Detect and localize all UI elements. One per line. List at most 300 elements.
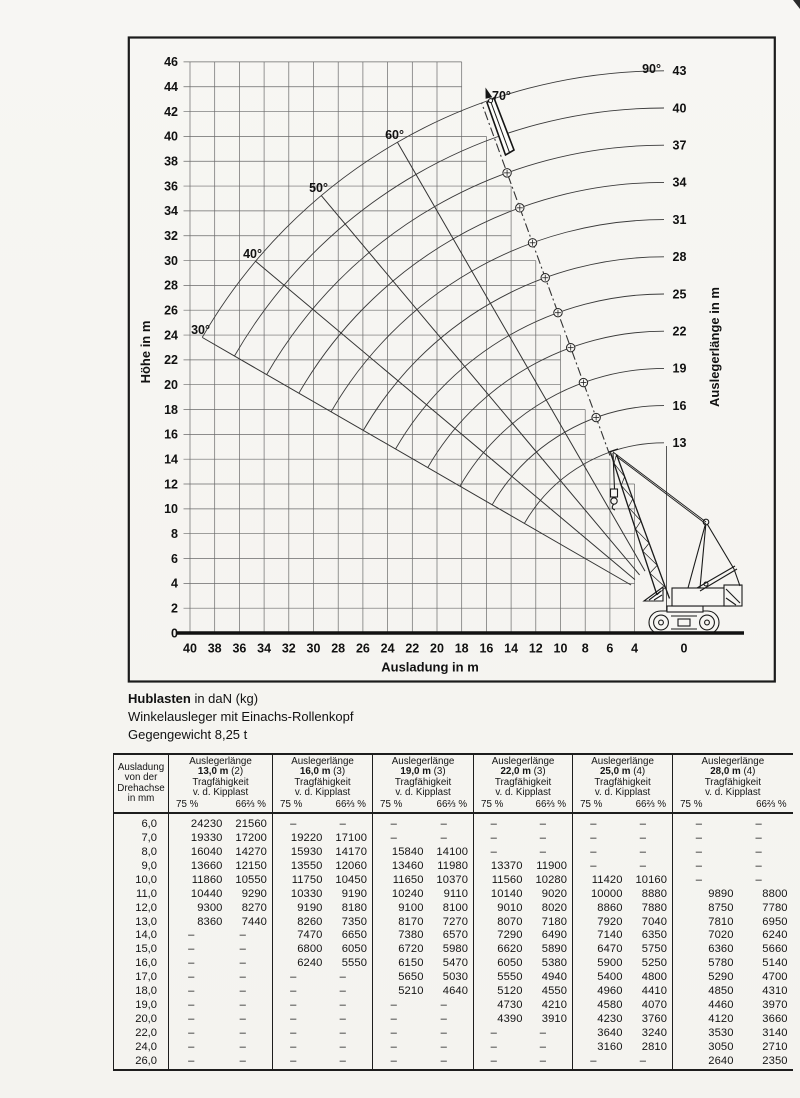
load-value-cell: 7290 (474, 929, 528, 943)
x-axis-tick-label: 10 (553, 641, 568, 656)
no-load-cell: – (169, 929, 228, 943)
load-value-cell: 4940 (541, 971, 568, 984)
y-axis-tick-label: 20 (164, 378, 178, 392)
no-load-cell: – (440, 1054, 447, 1067)
table-row (114, 860, 793, 874)
no-load-cell: – (474, 832, 528, 846)
load-value-cell: 12150 (235, 859, 268, 872)
x-axis-tick-label: 16 (479, 641, 494, 656)
load-value-cell: 6650 (341, 929, 368, 942)
y-axis-tick-label: 6 (171, 551, 178, 566)
y-axis-tick-label: 16 (164, 427, 178, 442)
no-load-cell: – (273, 813, 328, 832)
load-value-cell: 10330 (273, 888, 328, 902)
load-value-cell: 3160 (573, 1041, 628, 1055)
no-load-cell: – (169, 985, 228, 999)
load-value-cell: 4700 (762, 971, 788, 984)
load-value-cell: 10240 (373, 888, 429, 902)
ausladung-cell: 24,0 (135, 1040, 157, 1053)
load-value-cell: 4390 (474, 1013, 528, 1027)
load-value-cell: 7350 (341, 915, 368, 928)
load-value-cell: 5900 (573, 957, 628, 971)
ausladung-cell: 7,0 (141, 832, 157, 845)
load-value-cell: 9020 (541, 887, 568, 900)
load-value-cell: 7810 (673, 916, 739, 930)
y-axis-tick-label: 30 (164, 253, 178, 268)
no-load-cell: – (169, 1055, 228, 1070)
x-axis-title: Ausladung in m (381, 659, 479, 675)
ausladung-cell: 6,0 (141, 818, 157, 831)
no-load-cell: – (673, 832, 739, 846)
diagram-frame (129, 38, 775, 682)
ausladung-cell: 14,0 (135, 929, 157, 942)
boom-axis-tick-label: 13 (672, 436, 687, 451)
no-load-cell: – (440, 1012, 447, 1025)
boom-axis-tick-label: 16 (672, 398, 687, 413)
no-load-cell: – (440, 1040, 447, 1053)
no-load-cell: – (440, 998, 447, 1011)
notes-title-bold: Hublasten (128, 691, 191, 706)
ausladung-cell: 20,0 (135, 1012, 157, 1025)
load-value-cell: 3910 (541, 1012, 568, 1025)
x-axis-tick-label: 38 (207, 641, 222, 656)
x-axis-tick-label: 22 (405, 641, 420, 656)
pendant-ropes (613, 452, 706, 524)
no-load-cell: – (673, 846, 739, 860)
load-value-cell: 11750 (273, 874, 328, 888)
load-value-cell: 15930 (273, 846, 328, 860)
no-load-cell: – (339, 1012, 346, 1025)
superstructure (667, 585, 742, 612)
load-value-cell: 13550 (273, 860, 328, 874)
load-value-cell: 8180 (341, 901, 368, 914)
load-value-cell: 4730 (474, 999, 528, 1013)
x-axis-tick-label: 6 (606, 641, 614, 656)
angle-label: 50° (309, 181, 328, 195)
load-value-cell: 8880 (641, 887, 668, 900)
load-value-cell: 14170 (335, 846, 368, 858)
load-value-cell: 11900 (536, 859, 568, 872)
load-value-cell: 8800 (762, 887, 788, 900)
load-value-cell: 13460 (373, 860, 429, 874)
no-load-cell: – (755, 846, 762, 858)
load-value-cell: 11560 (474, 874, 528, 888)
load-value-cell: 10280 (535, 873, 568, 886)
no-load-cell: – (440, 818, 447, 831)
load-value-cell: 3640 (573, 1027, 628, 1041)
no-load-cell: – (239, 985, 246, 998)
no-load-cell: – (755, 859, 762, 872)
no-load-cell: – (639, 832, 646, 845)
load-value-cell: 6150 (373, 957, 429, 971)
load-value-cell: 8860 (573, 902, 628, 916)
load-value-cell: 5030 (442, 971, 469, 984)
no-load-cell: – (339, 1040, 346, 1053)
x-axis-tick-label: 14 (504, 641, 519, 656)
y-axis-tick-label: 28 (164, 278, 178, 293)
no-load-cell: – (339, 971, 346, 984)
load-value-cell: 9190 (273, 902, 328, 916)
boom-axis-tick-label: 34 (672, 175, 687, 190)
no-load-cell: – (474, 813, 528, 832)
load-value-cell: 11860 (169, 874, 228, 888)
load-value-cell: 5650 (373, 971, 429, 985)
boom-axis-tick-label: 28 (672, 250, 687, 265)
table-row (114, 999, 793, 1013)
load-value-cell: 4310 (762, 985, 788, 998)
crawler-track (649, 611, 719, 634)
no-load-cell: – (169, 999, 228, 1013)
load-value-cell: 5250 (641, 957, 668, 970)
load-value-cell: 7440 (241, 915, 268, 928)
boom-axis-title: Auslegerlänge in m (707, 287, 722, 407)
y-axis-tick-label: 10 (164, 502, 178, 517)
load-value-cell: 8750 (673, 902, 739, 916)
ausladung-cell: 26,0 (135, 1054, 157, 1067)
load-value-cell: 11420 (573, 874, 628, 888)
notes-line2: Winkelausleger mit Einachs-Rollenkopf (128, 709, 354, 724)
load-value-cell: 4800 (641, 971, 668, 984)
group-header-280m: Auslegerlänge 28,0 m (4) Tragfähigkeit v. d. Kipplast 75 % 66⅔ % (673, 754, 793, 813)
crane-illustration (609, 449, 742, 634)
no-load-cell: – (169, 957, 228, 971)
y-axis-tick-label: 36 (164, 179, 178, 194)
no-load-cell: – (474, 1055, 528, 1070)
table-row (114, 888, 793, 902)
no-load-cell: – (673, 813, 739, 832)
no-load-cell: – (239, 1012, 246, 1025)
load-value-cell: 5980 (442, 943, 469, 956)
table-row (114, 874, 793, 888)
no-load-cell: – (539, 1054, 546, 1067)
load-table-body (114, 813, 793, 1069)
no-load-cell: – (239, 1040, 246, 1053)
x-axis-tick-label: 28 (331, 641, 346, 656)
x-axis-tick-label: 40 (183, 641, 197, 656)
no-load-cell: – (169, 1013, 228, 1027)
table-row (114, 929, 793, 943)
ausladung-cell: 12,0 (135, 901, 157, 914)
load-value-cell: 5210 (373, 985, 429, 999)
load-value-cell: 5140 (762, 957, 788, 970)
load-value-cell: 5750 (641, 943, 668, 956)
no-load-cell: – (273, 999, 328, 1013)
load-value-cell: 8260 (273, 916, 328, 930)
load-value-cell: 10450 (335, 873, 368, 886)
notes-block (128, 690, 353, 744)
load-table-container (113, 753, 793, 1071)
load-value-cell: 6050 (474, 957, 528, 971)
load-value-cell: 9010 (474, 902, 528, 916)
load-value-cell: 10160 (635, 873, 668, 886)
load-value-cell: 6620 (474, 943, 528, 957)
y-axis-tick-label: 2 (171, 601, 178, 616)
x-axis-tick-label: 20 (430, 641, 444, 656)
ausladung-cell: 10,0 (135, 873, 157, 886)
load-value-cell: 10000 (573, 888, 628, 902)
no-load-cell: – (273, 1013, 328, 1027)
row-header-ausladung: Ausladung von der Drehachse in mm (114, 754, 169, 813)
no-load-cell: – (573, 832, 628, 846)
load-value-cell: 4210 (541, 998, 568, 1011)
no-load-cell: – (169, 1027, 228, 1041)
load-value-cell: 6490 (541, 929, 568, 942)
x-axis-tick-label: 4 (631, 641, 639, 656)
y-axis-tick-label: 18 (164, 402, 178, 417)
load-value-cell: 8170 (373, 916, 429, 930)
y-axis-tick-label: 8 (171, 526, 178, 541)
y-axis-tick-label: 44 (164, 80, 178, 95)
notes-line3: Gegengewicht 8,25 t (128, 727, 248, 742)
load-value-cell: 17100 (335, 832, 368, 845)
table-row (114, 1055, 793, 1070)
load-value-cell: 17200 (235, 832, 268, 845)
no-load-cell: – (573, 846, 628, 860)
no-load-cell: – (539, 846, 546, 858)
no-load-cell: – (373, 1055, 429, 1070)
y-axis-tick-label: 12 (164, 477, 178, 492)
load-value-cell: 9300 (169, 902, 228, 916)
no-load-cell: – (373, 999, 429, 1013)
load-value-cell: 6470 (573, 943, 628, 957)
load-value-cell: 7140 (573, 929, 628, 943)
no-load-cell: – (373, 1041, 429, 1055)
load-value-cell: 6800 (273, 943, 328, 957)
ausladung-cell: 17,0 (135, 971, 157, 984)
table-row (114, 916, 793, 930)
x-axis-tick-label: 24 (380, 641, 395, 656)
no-load-cell: – (339, 985, 346, 998)
y-axis-title: Höhe in m (138, 320, 153, 384)
load-value-cell: 3760 (641, 1012, 668, 1025)
no-load-cell: – (339, 1054, 346, 1067)
x-axis-tick-label: 12 (528, 641, 543, 656)
no-load-cell: – (169, 943, 228, 957)
load-value-cell: 7020 (673, 929, 739, 943)
y-axis-tick-label: 22 (164, 353, 178, 368)
no-load-cell: – (339, 1026, 346, 1039)
y-axis-tick-label: 40 (164, 129, 178, 144)
load-value-cell: 7470 (273, 929, 328, 943)
angle-label: 60° (385, 128, 404, 142)
load-value-cell: 3240 (641, 1026, 668, 1039)
no-load-cell: – (639, 859, 646, 872)
ausladung-cell: 19,0 (135, 998, 157, 1011)
load-value-cell: 6240 (273, 957, 328, 971)
boom-axis-tick-label: 43 (672, 64, 687, 79)
boom-axis-tick-label: 25 (672, 287, 687, 302)
y-axis-tick-label: 26 (164, 303, 178, 318)
load-value-cell: 4230 (573, 1013, 628, 1027)
load-value-cell: 5290 (673, 971, 739, 985)
load-value-cell: 15840 (373, 846, 429, 860)
group-header-130m: Auslegerlänge 13,0 m (2) Tragfähigkeit v. d. Kipplast 75 % 66⅔ % (169, 754, 273, 813)
no-load-cell: – (169, 1041, 228, 1055)
no-load-cell: – (239, 1026, 246, 1039)
no-load-cell: – (673, 860, 739, 874)
load-value-cell: 3530 (673, 1027, 739, 1041)
load-value-cell: 3970 (762, 998, 788, 1011)
notes-title (128, 690, 353, 708)
load-table-header (114, 754, 793, 813)
table-row (114, 813, 793, 832)
load-value-cell: 8270 (241, 901, 268, 914)
no-load-cell: – (169, 971, 228, 985)
no-load-cell: – (239, 1054, 246, 1067)
no-load-cell: – (273, 985, 328, 999)
load-value-cell: 14100 (436, 846, 469, 858)
load-value-cell: 7920 (573, 916, 628, 930)
boom-angle-rays (202, 103, 645, 585)
load-value-cell: 2710 (762, 1040, 788, 1053)
no-load-cell: – (440, 1026, 447, 1039)
no-load-cell: – (639, 1054, 646, 1067)
load-value-cell: 7040 (641, 915, 668, 928)
table-row (114, 1013, 793, 1027)
load-value-cell: 4850 (673, 985, 739, 999)
load-value-cell: 9290 (241, 887, 268, 900)
no-load-cell: – (639, 818, 646, 831)
load-value-cell: 7180 (541, 915, 568, 928)
load-value-cell: 8070 (474, 916, 528, 930)
no-load-cell: – (539, 1040, 546, 1053)
notes-title-rest: in daN (kg) (190, 691, 259, 706)
load-value-cell: 9890 (673, 888, 739, 902)
load-value-cell: 5550 (474, 971, 528, 985)
load-value-cell: 2640 (673, 1055, 739, 1070)
load-value-cell: 5120 (474, 985, 528, 999)
load-value-cell: 12060 (335, 859, 368, 872)
angle-label: 40° (243, 247, 262, 261)
x-axis-tick-label: 30 (306, 641, 321, 656)
y-axis-tick-label: 42 (164, 104, 178, 119)
ausladung-cell: 18,0 (135, 985, 157, 998)
no-load-cell: – (373, 813, 429, 832)
boom-axis-tick-label: 37 (672, 138, 687, 153)
no-load-cell: – (273, 1027, 328, 1041)
boom-axis-tick-label: 22 (672, 324, 687, 339)
no-load-cell: – (755, 873, 762, 886)
load-value-cell: 3660 (762, 1012, 788, 1025)
table-row (114, 943, 793, 957)
load-value-cell: 19220 (273, 832, 328, 846)
load-value-cell: 6050 (341, 943, 368, 956)
x-axis-tick-label: 18 (454, 641, 469, 656)
table-row (114, 832, 793, 846)
load-value-cell: 6350 (641, 929, 668, 942)
no-load-cell: – (440, 832, 447, 845)
load-value-cell: 5550 (341, 957, 368, 970)
y-axis-tick-label: 32 (164, 229, 178, 244)
load-value-cell: 10140 (474, 888, 528, 902)
load-value-cell: 16040 (169, 846, 228, 860)
y-axis-tick-label: 4 (171, 576, 178, 591)
load-value-cell: 7780 (762, 901, 788, 914)
load-value-cell: 10440 (169, 888, 228, 902)
no-load-cell: – (373, 832, 429, 846)
no-load-cell: – (539, 818, 546, 831)
no-load-cell: – (755, 818, 762, 831)
no-load-cell: – (639, 846, 646, 858)
ausladung-cell: 8,0 (141, 846, 157, 858)
table-row (114, 985, 793, 999)
load-value-cell: 5660 (762, 943, 788, 956)
no-load-cell: – (474, 1027, 528, 1041)
ausladung-cell: 13,0 (135, 915, 157, 928)
no-load-cell: – (573, 860, 628, 874)
y-axis-tick-label: 46 (164, 55, 178, 70)
table-row (114, 1027, 793, 1041)
no-load-cell: – (539, 832, 546, 845)
no-load-cell: – (239, 957, 246, 970)
load-table (113, 753, 793, 1071)
boom-axis-tick-label: 40 (672, 101, 687, 116)
no-load-cell: – (673, 874, 739, 888)
no-load-cell: – (573, 1055, 628, 1070)
load-value-cell: 4070 (641, 998, 668, 1011)
gantry (688, 519, 740, 591)
load-value-cell: 3050 (673, 1041, 739, 1055)
load-value-cell: 4460 (673, 999, 739, 1013)
group-header-160m: Auslegerlänge 16,0 m (3) Tragfähigkeit v. d. Kipplast 75 % 66⅔ % (273, 754, 373, 813)
boom-foot-hatch (644, 587, 663, 601)
no-load-cell: – (239, 929, 246, 942)
x-axis-tick-label: 0 (680, 641, 688, 656)
load-value-cell: 19330 (169, 832, 228, 846)
load-value-cell: 9100 (373, 902, 429, 916)
x-axis-tick-label: 34 (257, 641, 272, 656)
load-value-cell: 6570 (442, 929, 469, 942)
y-axis-tick-label: 0 (171, 626, 178, 641)
no-load-cell: – (539, 1026, 546, 1039)
x-axis-tick-label: 32 (281, 641, 296, 656)
load-value-cell: 11980 (437, 859, 469, 872)
table-row (114, 902, 793, 916)
load-value-cell: 5470 (442, 957, 469, 970)
load-value-cell: 9190 (341, 887, 368, 900)
load-value-cell: 13660 (169, 860, 228, 874)
load-value-cell: 6240 (762, 929, 788, 942)
ausladung-cell: 11,0 (136, 887, 157, 900)
load-value-cell: 24230 (169, 813, 228, 832)
group-header-220m: Auslegerlänge 22,0 m (3) Tragfähigkeit v. d. Kipplast 75 % 66⅔ % (474, 754, 573, 813)
load-value-cell: 9110 (443, 887, 469, 900)
load-value-cell: 4580 (573, 999, 628, 1013)
y-axis-tick-label: 24 (164, 328, 178, 343)
no-load-cell: – (273, 971, 328, 985)
load-value-cell: 21560 (235, 818, 268, 831)
load-value-cell: 4960 (573, 985, 628, 999)
load-value-cell: 5780 (673, 957, 739, 971)
ausladung-cell: 22,0 (135, 1026, 157, 1039)
load-value-cell: 6360 (673, 943, 739, 957)
max-angle-label: 90° (642, 62, 661, 76)
load-value-cell: 7270 (442, 915, 469, 928)
y-axis-tick-label: 14 (164, 452, 178, 467)
load-value-cell: 6950 (762, 915, 788, 928)
table-row (114, 957, 793, 971)
load-value-cell: 10550 (235, 873, 268, 886)
x-axis-tick-label: 26 (355, 641, 370, 656)
boom-axis-tick-label: 31 (672, 212, 687, 227)
no-load-cell: – (239, 943, 246, 956)
load-value-cell: 8360 (169, 916, 228, 930)
no-load-cell: – (573, 813, 628, 832)
table-row (114, 971, 793, 985)
ausladung-cell: 16,0 (135, 957, 157, 970)
no-load-cell: – (273, 1041, 328, 1055)
angle-label: 30° (191, 323, 210, 337)
